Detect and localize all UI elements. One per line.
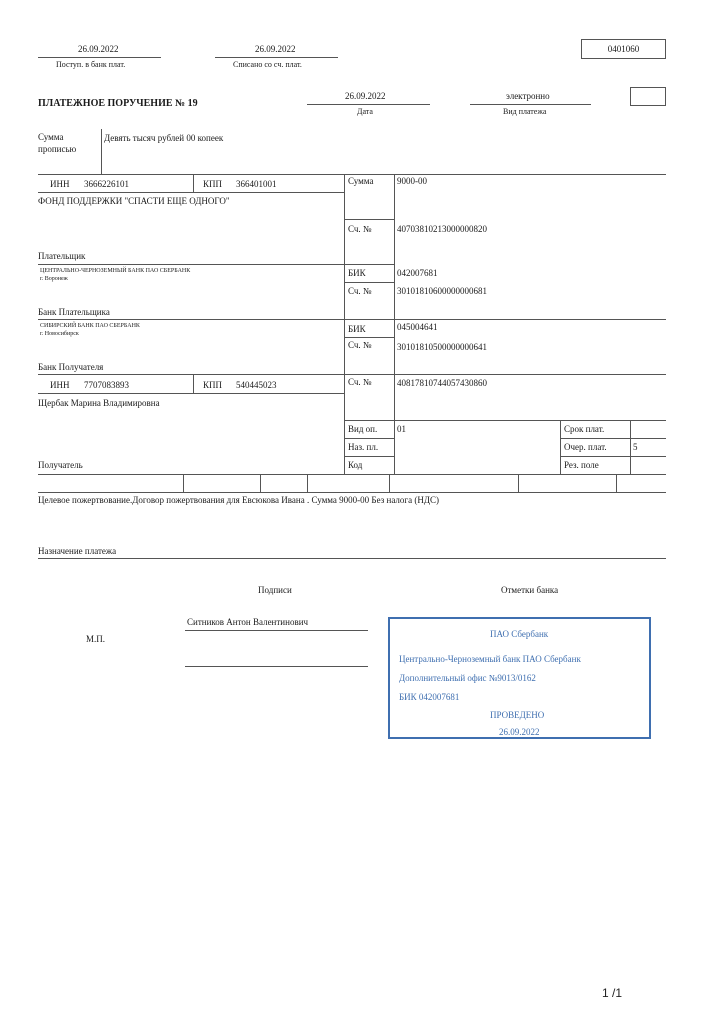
operation-line-1b (560, 438, 666, 439)
payer-bik-line (344, 282, 394, 283)
payee-corr-label: Сч. № (348, 340, 372, 350)
payer-corr-account: 30101810600000000681 (397, 286, 487, 296)
sum-bottom-line (344, 219, 394, 220)
received-date-line (38, 57, 161, 58)
form-code-box (581, 39, 666, 59)
sum-value: 9000-00 (397, 176, 427, 186)
payer-bank-label: Банк Плательщика (38, 307, 110, 317)
signature-line-1 (185, 630, 368, 631)
payee-bank-bottom-line (38, 374, 666, 375)
purpose-text: Целевое пожертвование.Договор пожертвования для Евсюкова Ивана . Сумма 9000-00 Без налога (НДС) (38, 495, 439, 505)
payee-name: Щербак Марина Владимировна (38, 398, 160, 408)
priority-value: 5 (633, 442, 638, 452)
payer-name: ФОНД ПОДДЕРЖКИ "СПАСТИ ЕЩЕ ОДНОГО" (38, 196, 230, 206)
stamp-office: Дополнительный офис №9013/0162 (399, 673, 536, 683)
payment-type-label: Вид платежа (503, 107, 547, 116)
payee-inn: 7707083893 (84, 380, 129, 390)
payee-bik-line (344, 337, 394, 338)
payer-bank-name: ЦЕНТРАЛЬНО-ЧЕРНОЗЕМНЫЙ БАНК ПАО СБЕРБАНК (40, 268, 191, 274)
reserve-label: Рез. поле (564, 460, 599, 470)
payer-bik: 042007681 (397, 268, 438, 278)
amount-words-label-1: Сумма (38, 132, 64, 142)
amount-words-label-2: прописью (38, 144, 77, 154)
tax-row-top-line (38, 474, 666, 475)
page-title: ПЛАТЕЖНОЕ ПОРУЧЕНИЕ № 19 (38, 98, 198, 109)
payee-bank-name: СИБИРСКИЙ БАНК ПАО СБЕРБАНК (40, 323, 140, 329)
bank-marks-label: Отметки банка (501, 585, 559, 595)
tax-cell-divider-4 (389, 474, 390, 492)
received-date: 26.09.2022 (78, 44, 119, 54)
debited-label: Списано со сч. плат. (233, 60, 302, 69)
order-date-label: Дата (357, 107, 373, 116)
payer-kpp-label: КПП (203, 179, 223, 189)
payer-account: 40703810213000000820 (397, 224, 487, 234)
op-type: 01 (397, 424, 406, 434)
sum-label: Сумма (348, 176, 374, 186)
payee-bank-label: Банк Получателя (38, 362, 104, 372)
payer-bank-bottom-line (38, 319, 666, 320)
payee-corr-account: 30101810500000000641 (397, 342, 487, 352)
amount-words-value: Девять тысяч рублей 00 копеек (104, 133, 224, 143)
payer-account-label: Сч. № (348, 224, 372, 234)
tax-cell-divider-3 (307, 474, 308, 492)
priority-label: Очер. плат. (564, 442, 607, 452)
tax-cell-divider-1 (183, 474, 184, 492)
stamp-status: ПРОВЕДЕНО (490, 710, 545, 720)
page-indicator: 1 /1 (602, 986, 623, 1000)
payer-inn-kpp-divider (193, 174, 194, 192)
purpose-label: Назначение платежа (38, 546, 117, 556)
grid-vertical-term (560, 420, 561, 474)
purpose-bottom-line (38, 558, 666, 559)
signer-name: Ситников Антон Валентинович (187, 617, 309, 627)
stamp-bank: ПАО Сбербанк (490, 629, 549, 639)
payee-bik: 045004641 (397, 322, 438, 332)
payer-status-box (630, 87, 666, 106)
stamp-bik: БИК 042007681 (399, 692, 460, 702)
payer-inn-label: ИНН (50, 179, 70, 189)
payee-account: 40817810744057430860 (397, 378, 487, 388)
operation-line-1 (344, 438, 394, 439)
operation-top-line (344, 420, 666, 421)
bank-stamp (388, 617, 651, 739)
mp-label: М.П. (86, 634, 106, 644)
payer-inn-line (38, 192, 344, 193)
payer-kpp: 366401001 (236, 179, 277, 189)
stamp-branch: Центрально-Черноземный банк ПАО Сбербанк (399, 654, 581, 664)
order-date-line (307, 104, 430, 105)
op-type-label: Вид оп. (348, 424, 378, 434)
operation-line-2b (560, 456, 666, 457)
purpose-code-label: Наз. пл. (348, 442, 379, 452)
payer-inn: 3666226101 (84, 179, 129, 189)
payer-bank-city: г. Воронеж (40, 276, 68, 282)
debited-date: 26.09.2022 (255, 44, 296, 54)
code-label: Код (348, 460, 363, 470)
payer-bottom-line (38, 264, 394, 265)
payee-label: Получатель (38, 460, 83, 470)
tax-cell-divider-2 (260, 474, 261, 492)
tax-cell-divider-5 (518, 474, 519, 492)
grid-vertical-priority (630, 420, 631, 474)
signature-line-2 (185, 666, 368, 667)
signatures-label: Подписи (258, 585, 292, 595)
payee-inn-kpp-divider (193, 374, 194, 393)
grid-vertical-values (394, 174, 395, 474)
tax-row-bottom-line (38, 492, 666, 493)
form-code: 0401060 (607, 44, 640, 54)
payer-corr-label: Сч. № (348, 286, 372, 296)
operation-line-2 (344, 456, 394, 457)
payer-label: Плательщик (38, 251, 86, 261)
payee-kpp-label: КПП (203, 380, 223, 390)
payment-type-line (470, 104, 591, 105)
tax-cell-divider-6 (616, 474, 617, 492)
term-label: Срок плат. (564, 424, 605, 434)
payee-bik-label: БИК (348, 324, 366, 334)
amount-words-divider (101, 129, 102, 174)
payee-kpp: 540445023 (236, 380, 277, 390)
payee-inn-label: ИНН (50, 380, 70, 390)
payer-bik-label: БИК (348, 268, 366, 278)
debited-date-line (215, 57, 338, 58)
amount-words-bottom-line (38, 174, 666, 175)
payee-inn-line (38, 393, 344, 394)
payee-bank-city: г. Новосибирск (40, 331, 79, 337)
stamp-date: 26.09.2022 (499, 727, 540, 737)
payee-account-label: Сч. № (348, 377, 372, 387)
payment-type: электронно (506, 91, 550, 101)
received-label: Поступ. в банк плат. (56, 60, 126, 69)
order-date: 26.09.2022 (345, 91, 386, 101)
